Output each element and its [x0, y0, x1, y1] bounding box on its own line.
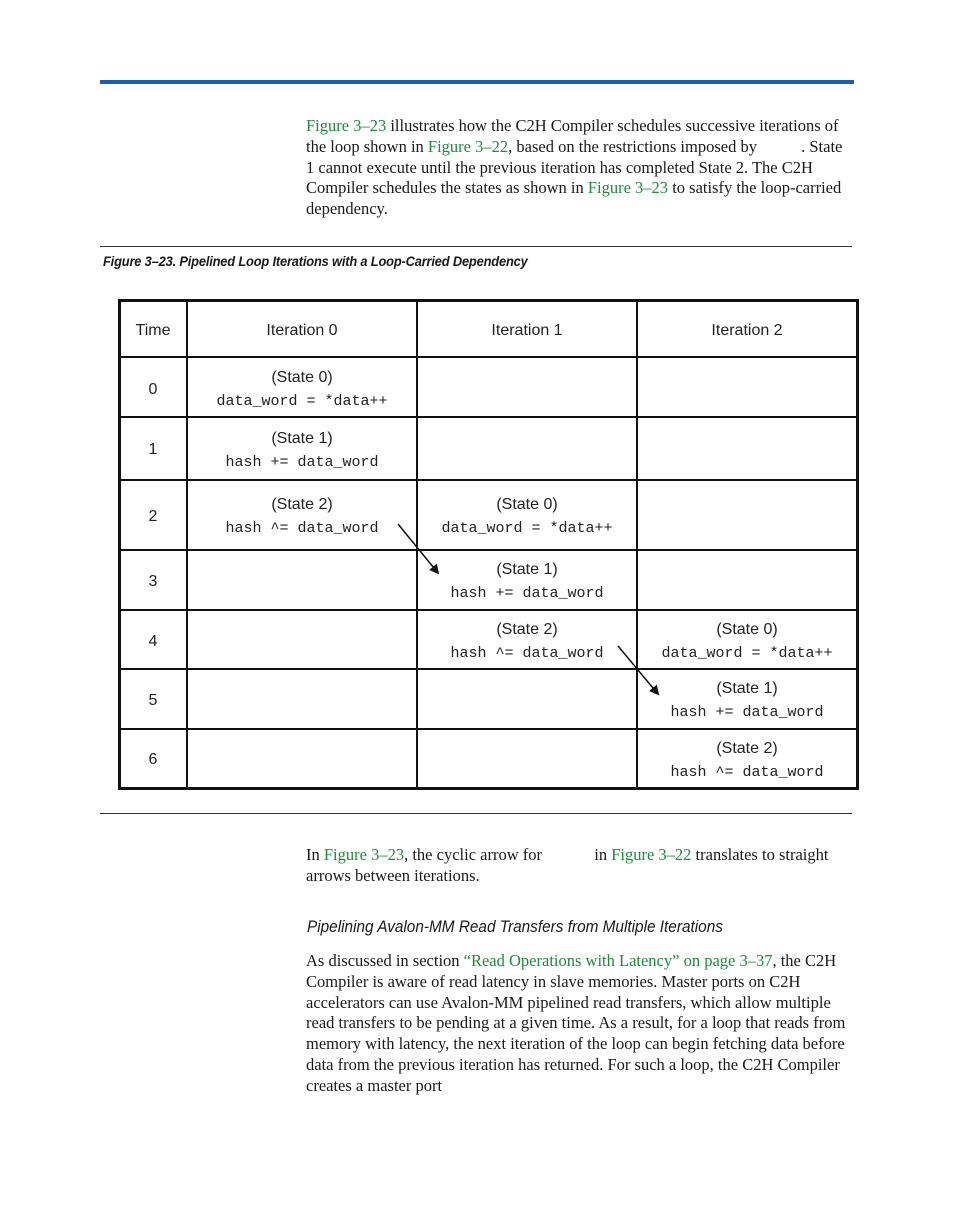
state-label: (State 2) — [716, 740, 778, 757]
time-label: 1 — [148, 441, 158, 458]
time-label: 2 — [148, 508, 158, 525]
code-line: hash ^= data_word — [225, 520, 379, 537]
state-label: (State 1) — [496, 561, 558, 578]
figure-link[interactable]: Figure 3–22 — [611, 845, 692, 864]
header-iteration-0: Iteration 0 — [266, 322, 338, 339]
intro-text: . State 1 cannot execute until the previous iteration has completed State 2. The C2H Compiler schedules the states as shown in — [306, 136, 843, 198]
intro-text: to satisfy the loop-carried dependency. — [306, 178, 842, 219]
figure-link[interactable]: Figure 3–23 — [323, 845, 405, 864]
time-label: 5 — [148, 692, 158, 709]
section-link[interactable]: “Read Operations with Latency” on page 3–37 — [463, 951, 773, 970]
state-label: (State 0) — [496, 496, 558, 513]
time-label: 3 — [148, 573, 158, 590]
figure-link[interactable]: Figure 3–23 — [587, 178, 669, 198]
header-iteration-1: Iteration 1 — [491, 322, 563, 339]
code-line: data_word = *data++ — [661, 645, 833, 662]
state-label: (State 0) — [271, 369, 333, 386]
after-text: , the cyclic arrow for — [404, 845, 547, 864]
state-label: (State 2) — [496, 621, 558, 638]
time-label: 6 — [148, 751, 158, 768]
state-label: (State 0) — [716, 621, 778, 638]
after-text: in — [590, 845, 612, 864]
after-text: In — [306, 845, 324, 864]
time-label: 4 — [148, 633, 158, 650]
code-line: hash ^= data_word — [450, 645, 604, 662]
code-line: data_word = *data++ — [441, 520, 613, 537]
figure-caption: Figure 3–23. Pipelined Loop Iterations with a Loop-Carried Dependency — [103, 253, 528, 269]
header-time: Time — [135, 322, 171, 339]
state-label: (State 1) — [716, 680, 778, 697]
header-rule — [100, 80, 854, 84]
code-line: hash += data_word — [225, 454, 379, 471]
after-text: translates to straight arrows between iterations. — [306, 845, 829, 885]
figure-bottom-rule — [100, 813, 852, 814]
pipeline-figure — [118, 299, 859, 790]
code-line: hash += data_word — [670, 704, 824, 721]
body-paragraph — [306, 951, 854, 1097]
figure-link[interactable]: Figure 3–22 — [427, 136, 509, 156]
intro-paragraph — [306, 116, 854, 220]
state-label: (State 1) — [271, 430, 333, 447]
code-line: hash ^= data_word — [670, 764, 824, 781]
state-label: (State 2) — [271, 496, 333, 513]
after-paragraph — [306, 845, 854, 887]
code-line: hash += data_word — [450, 585, 604, 602]
section-heading: Pipelining Avalon-MM Read Transfers from Multiple Iterations — [307, 918, 723, 936]
intro-text: illustrates how the C2H Compiler schedules successive iterations of the loop shown in — [306, 116, 839, 156]
figure-top-rule — [100, 246, 852, 247]
header-iteration-2: Iteration 2 — [711, 322, 783, 339]
code-line: data_word = *data++ — [216, 393, 388, 410]
body-text: , the C2H Compiler is aware of read latency in slave memories. Master ports on C2H accelerators can use Avalon-MM pipelined read transfers, which allow multiple read transfers to be pending at a given time. As a result, for a loop that reads from memory with latency, the next iteration of the loop can begin fetching data before data from the previous iteration has returned. For such a loop, the C2H Compiler creates a master port — [306, 951, 846, 1095]
intro-text: , based on the restrictions imposed by — [508, 136, 762, 156]
body-text: As discussed in section — [306, 951, 464, 970]
figure-link[interactable]: Figure 3–23 — [306, 116, 387, 135]
time-label: 0 — [148, 381, 158, 398]
